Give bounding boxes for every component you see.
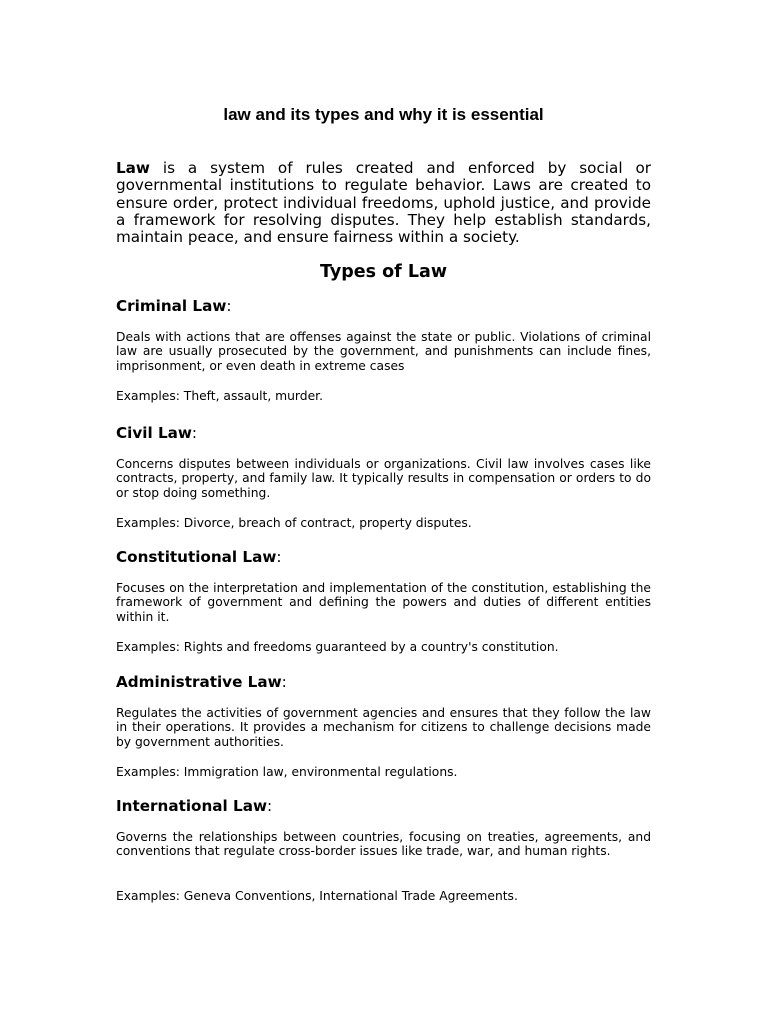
section-heading-label: Constitutional Law	[116, 548, 277, 566]
section-examples: Examples: Rights and freedoms guaranteed by a country's constitution.	[116, 640, 559, 654]
section-description: Regulates the activities of government agencies and ensures that they follow the law in their operations. It provides a mechanism for citizens to challenge decisions made by government authorities.	[116, 706, 651, 749]
section-description: Deals with actions that are offenses against the state or public. Violations of criminal law are usually prosecuted by the government, and punishments can include fines, imprisonment, or even death in extreme cases	[116, 330, 651, 373]
section-criminal-law	[116, 297, 651, 403]
section-constitutional-law	[116, 548, 651, 654]
intro-paragraph	[116, 160, 651, 246]
section-heading	[116, 673, 651, 692]
section-international-law	[116, 797, 651, 903]
section-heading	[116, 797, 651, 816]
section-heading-label: International Law	[116, 797, 267, 815]
section-heading-colon: :	[281, 673, 287, 691]
section-description: Concerns disputes between individuals or organizations. Civil law involves cases like contracts, property, and family law. It typically results in compensation or orders to do or stop doing something.	[116, 457, 651, 500]
section-civil-law	[116, 424, 651, 530]
section-heading-colon: :	[226, 297, 232, 315]
intro-term: Law	[116, 159, 150, 177]
section-heading-colon: :	[191, 424, 198, 442]
section-description: Governs the relationships between countries, focusing on treaties, agreements, and conventions that regulate cross-border issues like trade, war, and human rights.	[116, 830, 651, 859]
section-heading-label: Criminal Law	[116, 297, 227, 315]
types-heading: Types of Law	[319, 262, 448, 282]
section-heading	[116, 424, 651, 443]
section-heading-colon: :	[267, 797, 273, 815]
intro-text: is a system of rules created and enforced by social or governmental institutions to regulate behavior. Laws are created to ensure order, protect individual freedoms, uphold justice, and provide a framework for resolving disputes. They help establish standards, maintain peace, and ensure fairness within a society.	[116, 159, 651, 247]
section-examples: Examples: Divorce, breach of contract, property disputes.	[116, 516, 472, 530]
section-description: Focuses on the interpretation and implementation of the constitution, establishing the framework of government and defining the powers and duties of different entities within it.	[116, 581, 651, 624]
section-heading-label: Administrative Law	[116, 673, 282, 691]
section-examples: Examples: Theft, assault, murder.	[116, 389, 323, 403]
section-heading-label: Civil Law	[116, 424, 192, 442]
section-administrative-law	[116, 673, 651, 779]
section-heading	[116, 297, 651, 316]
section-examples: Examples: Immigration law, environmental regulations.	[116, 765, 458, 779]
document-title: law and its types and why it is essential	[223, 105, 544, 124]
section-heading	[116, 548, 651, 567]
section-examples: Examples: Geneva Conventions, International Trade Agreements.	[116, 889, 518, 903]
section-heading-colon: :	[276, 548, 282, 566]
